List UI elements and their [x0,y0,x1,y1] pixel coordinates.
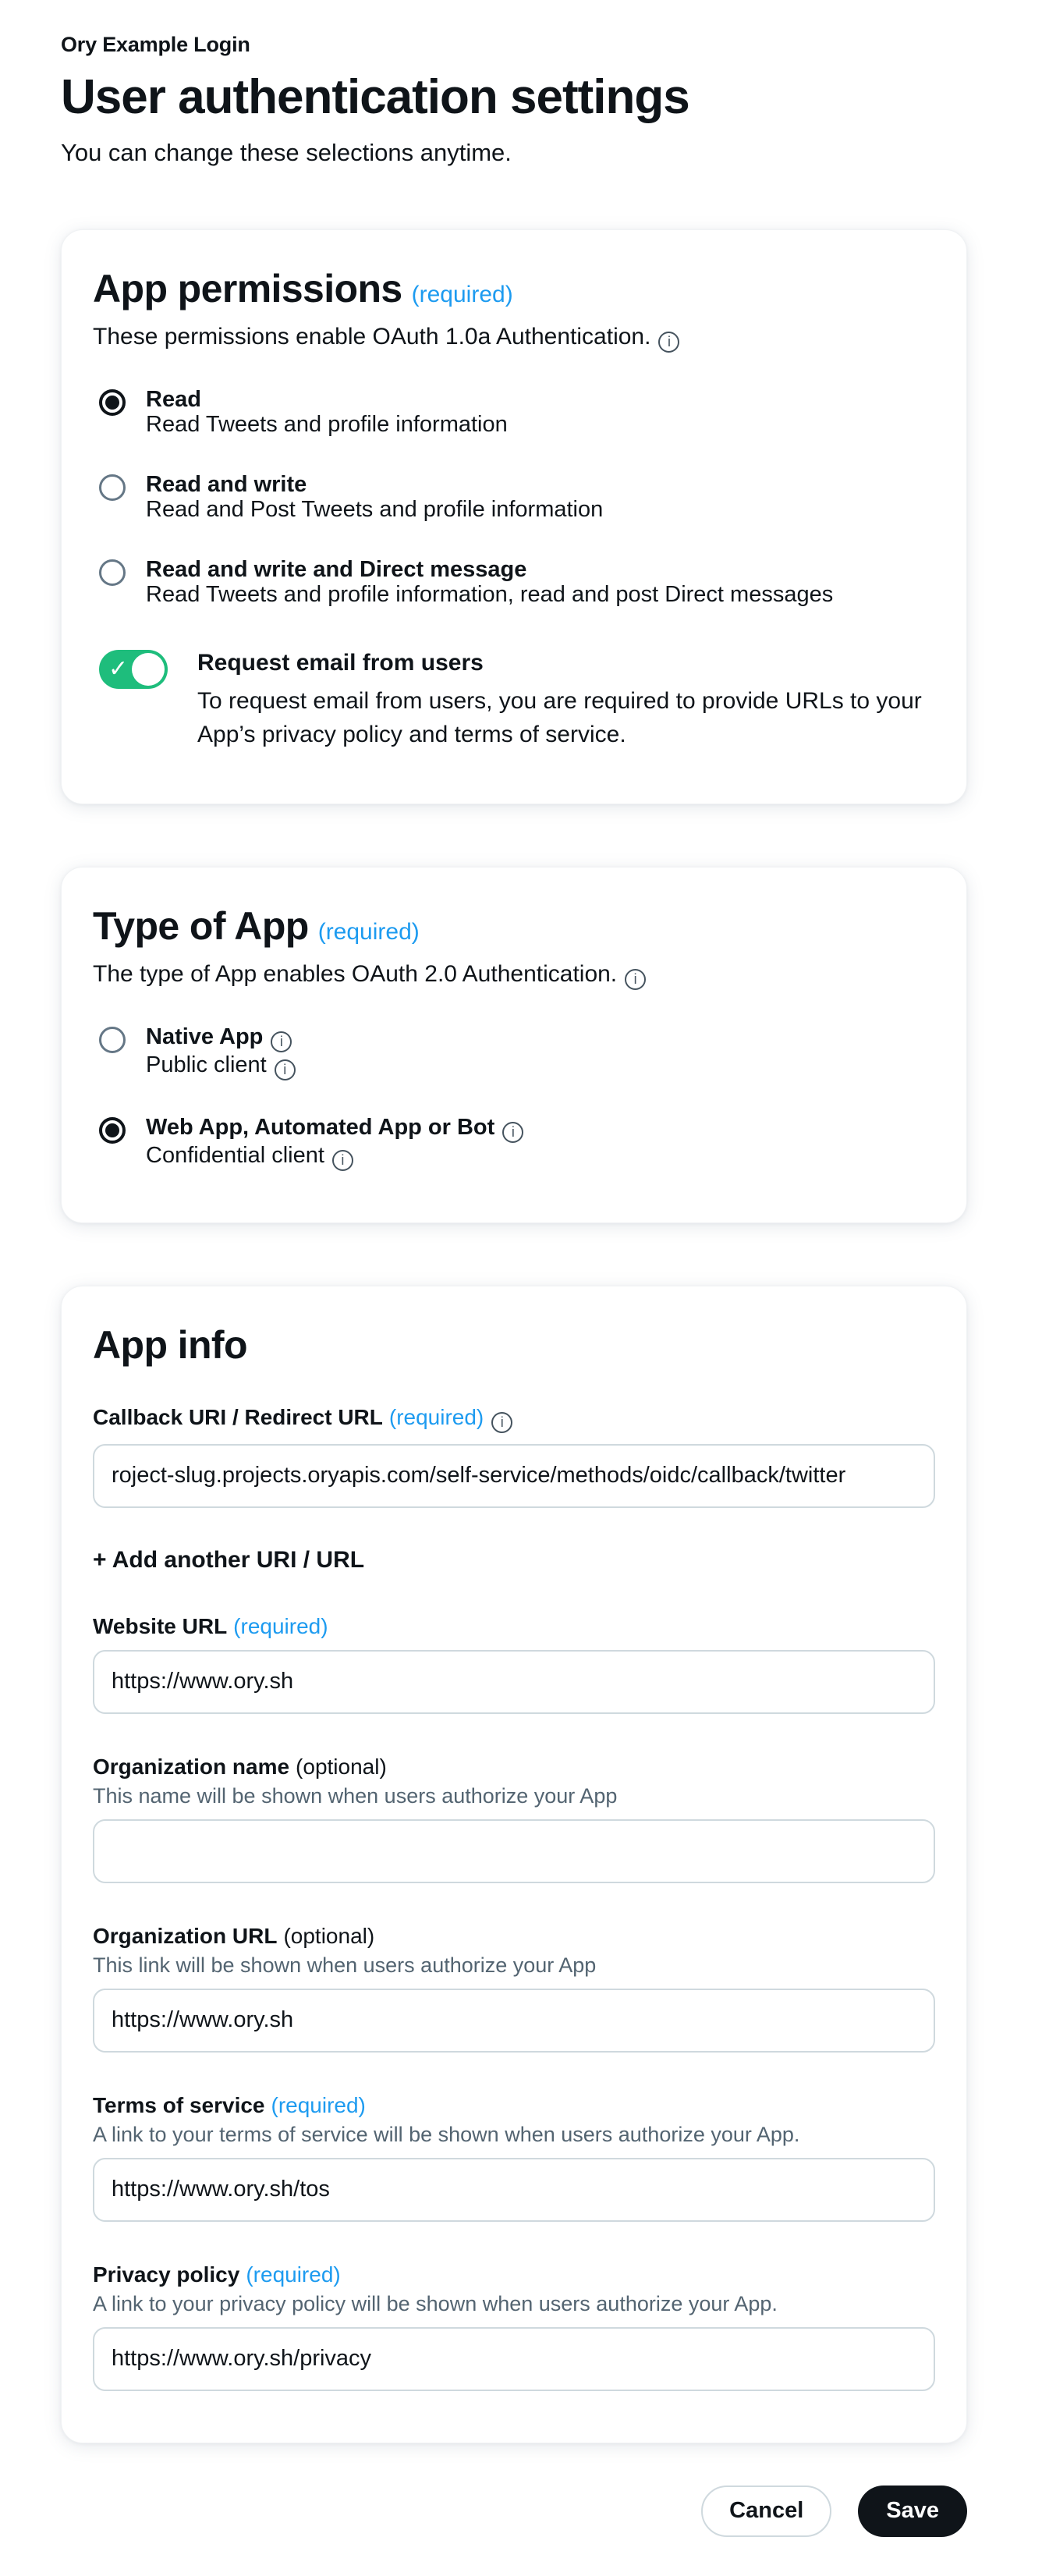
organization-url-helper: This link will be shown when users authorize your App [93,1953,597,1977]
request-email-description: To request email from users, you are required to provide URLs to your App’s privacy policy and terms of service. [197,687,922,748]
organization-url-input[interactable] [93,1989,935,2053]
required-tag: (required) [411,282,513,307]
page-subtitle: You can change these selections anytime. [61,139,512,166]
cancel-button[interactable]: Cancel [701,2486,831,2537]
radio-native-app-label: Native App i [146,1024,296,1052]
radio-read-write-dm-description: Read Tweets and profile information, read and post Direct messages [146,582,834,608]
radio-read-write-description: Read and Post Tweets and profile information [146,497,604,523]
add-uri-button[interactable]: + Add another URI / URL [93,1546,365,1573]
radio-read-write-label: Read and write [146,471,307,497]
app-info-title: App info [93,1322,247,1367]
required-tag: (required) [246,2262,341,2287]
website-url-label: Website URL [93,1613,228,1638]
radio-web-app-label: Web App, Automated App or Bot i [146,1115,523,1143]
info-icon[interactable]: i [625,969,646,990]
radio-web-app[interactable] [99,1117,126,1144]
info-icon[interactable]: i [502,1122,523,1143]
app-info-card [61,1286,967,2443]
callback-url-input[interactable] [93,1444,935,1508]
radio-option-read-write-dm[interactable] [99,557,935,608]
page-header [61,33,967,167]
radio-native-app[interactable] [99,1027,126,1053]
terms-of-service-label: Terms of service [93,2092,265,2117]
brand-label: Ory Example Login [61,33,250,56]
radio-option-read-write[interactable] [99,472,935,523]
radio-native-app-description: Public client i [146,1052,296,1080]
type-of-app-options [99,1024,935,1171]
radio-option-native-app[interactable] [99,1024,935,1080]
app-permissions-card [61,229,967,804]
request-email-row [99,650,935,752]
form-actions [61,2486,967,2537]
radio-read-label: Read [146,387,201,412]
radio-option-web-app[interactable] [99,1115,935,1171]
field-terms-of-service [93,2093,935,2222]
field-callback-url [93,1405,935,1508]
radio-web-app-description: Confidential client i [146,1143,523,1171]
radio-read-write-dm-label: Read and write and Direct message [146,556,527,582]
type-of-app-title [93,903,935,949]
privacy-policy-helper: A link to your privacy policy will be shown when users authorize your App. [93,2291,778,2315]
info-icon[interactable]: i [275,1059,296,1080]
radio-read-write-dm[interactable] [99,559,126,586]
app-permissions-title [93,266,935,311]
info-icon[interactable]: i [658,332,679,353]
card-title-text: App permissions [93,267,402,310]
organization-name-label: Organization name [93,1754,290,1779]
optional-tag: (optional) [296,1754,387,1779]
radio-option-read[interactable] [99,387,935,438]
radio-read-description: Read Tweets and profile information [146,412,508,438]
info-icon[interactable]: i [332,1150,353,1171]
website-url-input[interactable] [93,1650,935,1714]
info-icon[interactable]: i [491,1412,512,1433]
field-organization-url [93,1924,935,2053]
organization-url-label: Organization URL [93,1923,278,1948]
radio-read-write[interactable] [99,474,126,501]
terms-of-service-input[interactable] [93,2158,935,2222]
field-website-url [93,1614,935,1714]
organization-name-input[interactable] [93,1819,935,1883]
field-organization-name [93,1755,935,1883]
type-of-app-description: The type of App enables OAuth 2.0 Authentication. i [93,961,935,990]
required-tag: (required) [271,2092,366,2117]
callback-url-label: Callback URI / Redirect URL [93,1404,383,1429]
privacy-policy-label: Privacy policy [93,2262,240,2287]
radio-read[interactable] [99,389,126,416]
page-title: User authentication settings [61,70,689,124]
required-tag: (required) [317,918,420,945]
type-of-app-card [61,867,967,1223]
app-permissions-description: These permissions enable OAuth 1.0a Authentication. i [93,324,935,353]
required-tag: (required) [388,1404,484,1429]
privacy-policy-input[interactable] [93,2327,935,2391]
required-tag: (required) [233,1613,328,1638]
field-privacy-policy [93,2262,935,2391]
request-email-toggle[interactable] [99,650,168,689]
save-button[interactable]: Save [858,2486,967,2537]
card-title-text: Type of App [93,903,309,948]
app-permissions-options [99,387,935,608]
organization-name-helper: This name will be shown when users authorize your App [93,1783,618,1808]
check-icon: ✓ [108,655,129,682]
request-email-label: Request email from users [197,649,484,676]
terms-of-service-helper: A link to your terms of service will be shown when users authorize your App. [93,2122,800,2146]
optional-tag: (optional) [283,1923,375,1948]
info-icon[interactable]: i [271,1031,292,1052]
